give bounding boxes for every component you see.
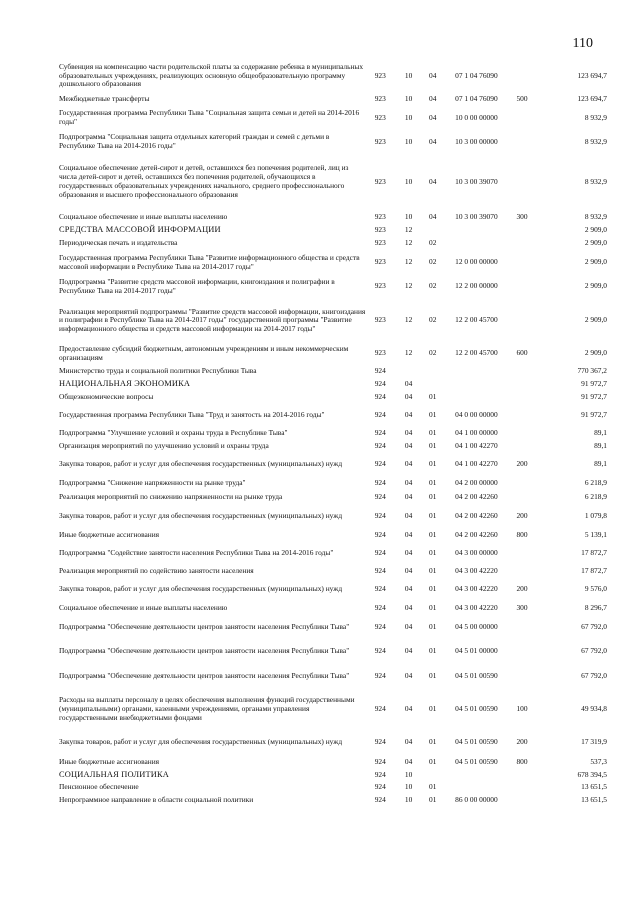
ministry-code-cell: 924 — [374, 622, 386, 632]
expense-type-code-cell: 200 — [516, 459, 528, 469]
section-code-cell: 10 — [404, 782, 413, 792]
expense-type-code-cell — [515, 477, 541, 491]
table-row — [58, 154, 608, 210]
ministry-code-cell: 923 — [374, 257, 386, 267]
target-article-code-cell: 10 3 00 39070 — [455, 176, 498, 186]
amount-cell: 770 367,2 — [577, 365, 607, 375]
subsection-code-cell: 01 — [429, 530, 437, 540]
amount-cell: 91 972,7 — [581, 410, 607, 420]
table-row — [58, 477, 608, 491]
expense-type-code-cell — [515, 224, 541, 237]
target-article-code-cell: 04 1 00 00000 — [455, 427, 498, 437]
expense-type-code-cell — [515, 391, 541, 405]
section-heading-row — [58, 224, 608, 237]
section-code-cell: 04 — [404, 584, 413, 594]
row-name-cell: Расходы на выплаты персоналу в целях обеспечения выполнения функций государственными (муниципальными) органами, казенными учреждениями, органами управления государственными внебюджетными фондами — [59, 695, 355, 722]
table-row — [58, 130, 608, 154]
table-row — [58, 237, 608, 251]
table-row — [58, 565, 608, 578]
section-code-cell: 12 — [404, 281, 413, 291]
amount-cell: 537,3 — [590, 756, 607, 766]
target-article-code-cell — [454, 224, 515, 237]
row-name-cell: Подпрограмма "Улучшение условий и охраны труда в Республике Тыва" — [59, 427, 288, 437]
section-code-cell: 04 — [404, 622, 413, 632]
ministry-code-cell: 924 — [374, 378, 386, 388]
subsection-code-cell: 01 — [429, 704, 437, 714]
amount-cell: 8 296,7 — [584, 603, 607, 613]
ministry-code-cell: 924 — [374, 769, 386, 779]
ministry-code-cell: 924 — [374, 737, 386, 747]
budget-table — [58, 60, 608, 807]
subsection-code-cell: 02 — [429, 257, 437, 267]
ministry-code-cell: 923 — [374, 93, 386, 103]
ministry-code-cell: 924 — [374, 440, 386, 450]
target-article-code-cell: 04 1 00 42270 — [455, 459, 498, 469]
subsection-code-cell: 01 — [429, 478, 437, 488]
table-row — [58, 251, 608, 275]
subsection-code-cell — [428, 769, 454, 782]
subsection-code-cell — [428, 224, 454, 237]
row-name-cell: Социальное обеспечение и иные выплаты населению — [59, 603, 228, 613]
ministry-code-cell: 924 — [374, 530, 386, 540]
ministry-code-cell: 923 — [374, 281, 386, 291]
expense-type-code-cell — [515, 543, 541, 565]
section-code-cell: 10 — [404, 795, 413, 805]
subsection-code-cell: 01 — [429, 459, 437, 469]
expense-type-code-cell — [515, 378, 541, 391]
target-article-code-cell — [454, 769, 515, 782]
expense-type-code-cell — [515, 640, 541, 664]
subsection-code-cell: 02 — [429, 281, 437, 291]
table-row — [58, 690, 608, 730]
amount-cell: 6 218,9 — [584, 492, 607, 502]
row-name-cell: Подпрограмма "Обеспечение деятельности центров занятости населения Республики Тыва" — [59, 646, 350, 656]
expense-type-code-cell: 800 — [516, 530, 528, 540]
expense-type-code-cell: 600 — [516, 348, 528, 358]
row-name-cell: Иные бюджетные ассигнования — [59, 530, 160, 540]
amount-cell: 67 792,0 — [581, 646, 607, 656]
target-article-code-cell: 04 1 00 42270 — [455, 440, 498, 450]
amount-cell: 8 932,9 — [584, 176, 607, 186]
target-article-code-cell: 04 5 01 00590 — [455, 671, 498, 681]
amount-cell: 2 909,0 — [584, 238, 607, 248]
expense-type-code-cell — [515, 405, 541, 427]
amount-cell: 9 576,0 — [584, 584, 607, 594]
subsection-code-cell: 02 — [429, 348, 437, 358]
target-article-code-cell: 04 2 00 00000 — [455, 478, 498, 488]
subsection-code-cell: 01 — [429, 795, 437, 805]
page-number: 110 — [572, 36, 593, 51]
section-code-cell: 10 — [404, 70, 413, 80]
table-row — [58, 275, 608, 299]
section-code-cell: 04 — [404, 548, 413, 558]
section-code-cell: 04 — [404, 427, 413, 437]
section-code-cell: 04 — [404, 440, 413, 450]
expense-type-code-cell — [515, 664, 541, 690]
section-code-cell: 10 — [404, 93, 413, 103]
table-row — [58, 106, 608, 130]
target-article-code-cell — [454, 391, 515, 405]
ministry-code-cell: 923 — [374, 238, 386, 248]
table-row — [58, 781, 608, 794]
amount-cell: 67 792,0 — [581, 671, 607, 681]
target-article-code-cell: 04 2 00 42260 — [455, 492, 498, 502]
ministry-code-cell: 923 — [374, 315, 386, 325]
amount-cell: 67 792,0 — [581, 622, 607, 632]
section-code-cell: 04 — [404, 492, 413, 502]
subsection-code-cell: 01 — [429, 565, 437, 575]
target-article-code-cell: 07 1 04 76090 — [455, 70, 498, 80]
ministry-code-cell: 923 — [374, 176, 386, 186]
row-name-cell: Предоставление субсидий бюджетным, автономным учреждениям и иным некоммерческим организациям — [59, 344, 349, 362]
table-row — [58, 92, 608, 106]
row-name-cell: НАЦИОНАЛЬНАЯ ЭКОНОМИКА — [59, 378, 191, 388]
row-name-cell: Реализация мероприятий подпрограммы "Развитие средств массовой информации, книгоиздания и полиграфии в Республике Тыва на 2014-2017 годы" государственной программы "Развитие информационного общества и средств массовой информации на 2014-2017 годы" — [59, 306, 366, 334]
expense-type-code-cell — [515, 491, 541, 505]
table-row — [58, 210, 608, 224]
table-row — [58, 365, 608, 378]
row-name-cell: Межбюджетные трансферты — [59, 93, 150, 103]
table-row — [58, 440, 608, 453]
row-name-cell: Пенсионное обеспечение — [59, 782, 139, 792]
amount-cell: 91 972,7 — [581, 378, 607, 388]
subsection-code-cell — [428, 365, 454, 378]
row-name-cell: Субвенция на компенсацию части родительской платы за содержание ребенка в муниципальных образовательных учреждениях, реализующих основную общеобразовательную программу дошкольного образования — [59, 61, 364, 89]
expense-type-code-cell — [515, 154, 541, 210]
row-name-cell: Организация мероприятий по улучшению условий и охраны труда — [59, 440, 269, 450]
ministry-code-cell: 924 — [374, 492, 386, 502]
section-heading-row — [58, 378, 608, 391]
row-name-cell: Министерство труда и социальной политики Республики Тыва — [59, 365, 257, 375]
section-code-cell: 04 — [404, 511, 413, 521]
table-row — [58, 505, 608, 529]
table-row — [58, 343, 608, 365]
amount-cell: 17 872,7 — [581, 548, 607, 558]
subsection-code-cell: 01 — [429, 622, 437, 632]
section-code-cell: 04 — [404, 565, 413, 575]
target-article-code-cell: 86 0 00 00000 — [455, 795, 498, 805]
section-code-cell: 04 — [404, 646, 413, 656]
expense-type-code-cell — [515, 106, 541, 130]
section-code-cell: 04 — [404, 603, 413, 613]
ministry-code-cell: 924 — [374, 459, 386, 469]
ministry-code-cell: 924 — [374, 410, 386, 420]
target-article-code-cell: 04 5 00 00000 — [455, 622, 498, 632]
subsection-code-cell: 01 — [429, 427, 437, 437]
subsection-code-cell: 02 — [429, 238, 437, 248]
target-article-code-cell: 10 0 00 00000 — [455, 112, 498, 122]
subsection-code-cell: 01 — [429, 737, 437, 747]
section-code-cell: 10 — [404, 176, 413, 186]
section-code-cell: 04 — [404, 737, 413, 747]
expense-type-code-cell — [515, 565, 541, 578]
expense-type-code-cell — [515, 440, 541, 453]
ministry-code-cell: 924 — [374, 603, 386, 613]
ministry-code-cell: 924 — [374, 565, 386, 575]
expense-type-code-cell: 500 — [516, 93, 528, 103]
table-row — [58, 543, 608, 565]
table-row — [58, 391, 608, 405]
row-name-cell: Общеэкономические вопросы — [59, 392, 154, 402]
amount-cell: 2 909,0 — [584, 315, 607, 325]
amount-cell: 2 909,0 — [584, 225, 607, 234]
expense-type-code-cell — [515, 60, 541, 92]
table-row — [58, 640, 608, 664]
ministry-code-cell: 924 — [374, 427, 386, 437]
subsection-code-cell: 01 — [429, 671, 437, 681]
expense-type-code-cell — [515, 781, 541, 794]
section-code-cell: 04 — [404, 459, 413, 469]
ministry-code-cell: 923 — [374, 136, 386, 146]
expense-type-code-cell — [515, 616, 541, 640]
row-name-cell: СРЕДСТВА МАССОВОЙ ИНФОРМАЦИИ — [59, 225, 221, 234]
table-row — [58, 616, 608, 640]
subsection-code-cell: 01 — [429, 410, 437, 420]
row-name-cell: Подпрограмма "Развитие средств массовой информации, книгоиздания и полиграфии в Республике Тыва на 2014-2017 годы" — [59, 277, 335, 295]
section-code-cell: 04 — [404, 410, 413, 420]
section-code-cell: 04 — [404, 530, 413, 540]
table-row — [58, 405, 608, 427]
row-name-cell: Непрограммное направление в области социальной политики — [59, 795, 254, 805]
ministry-code-cell: 924 — [374, 704, 386, 714]
subsection-code-cell: 01 — [429, 603, 437, 613]
amount-cell: 2 909,0 — [584, 257, 607, 267]
subsection-code-cell: 01 — [429, 756, 437, 766]
amount-cell: 89,1 — [594, 427, 607, 437]
subsection-code-cell: 01 — [429, 492, 437, 502]
target-article-code-cell: 07 1 04 76090 — [455, 93, 498, 103]
ministry-code-cell: 924 — [374, 671, 386, 681]
row-name-cell: Реализация мероприятий по снижению напряженности на рынке труда — [59, 492, 283, 502]
subsection-code-cell: 02 — [429, 315, 437, 325]
subsection-code-cell — [428, 378, 454, 391]
ministry-code-cell: 924 — [374, 392, 386, 402]
section-code-cell: 04 — [404, 756, 413, 766]
section-code-cell: 04 — [404, 671, 413, 681]
section-code-cell: 12 — [404, 225, 413, 234]
section-code-cell: 10 — [404, 112, 413, 122]
subsection-code-cell: 01 — [429, 548, 437, 558]
expense-type-code-cell: 300 — [516, 211, 528, 221]
target-article-code-cell: 04 2 00 42260 — [455, 530, 498, 540]
row-name-cell: Социальное обеспечение и иные выплаты населению — [59, 211, 228, 221]
expense-type-code-cell: 200 — [516, 511, 528, 521]
row-name-cell: Подпрограмма "Обеспечение деятельности центров занятости населения Республики Тыва" — [59, 671, 350, 681]
subsection-code-cell: 01 — [429, 511, 437, 521]
amount-cell: 678 394,5 — [577, 769, 607, 779]
target-article-code-cell: 04 3 00 00000 — [455, 548, 498, 558]
expense-type-code-cell — [515, 427, 541, 440]
ministry-code-cell: 924 — [374, 646, 386, 656]
ministry-code-cell: 923 — [374, 348, 386, 358]
section-code-cell: 12 — [404, 257, 413, 267]
subsection-code-cell: 04 — [429, 211, 437, 221]
row-name-cell: СОЦИАЛЬНАЯ ПОЛИТИКА — [59, 769, 170, 779]
expense-type-code-cell — [515, 365, 541, 378]
target-article-code-cell: 04 5 01 00590 — [455, 704, 498, 714]
target-article-code-cell: 10 3 00 39070 — [455, 211, 498, 221]
expense-type-code-cell: 200 — [516, 737, 528, 747]
table-row — [58, 453, 608, 477]
section-code-cell: 04 — [404, 478, 413, 488]
section-code-cell: 12 — [404, 238, 413, 248]
expense-type-code-cell: 800 — [516, 756, 528, 766]
subsection-code-cell: 01 — [429, 782, 437, 792]
row-name-cell: Государственная программа Республики Тыва "Труд и занятость на 2014-2016 годы" — [59, 410, 325, 420]
row-name-cell: Реализация мероприятий по содействию занятости населения — [59, 565, 254, 575]
subsection-code-cell: 04 — [429, 136, 437, 146]
target-article-code-cell: 10 3 00 00000 — [455, 136, 498, 146]
target-article-code-cell: 04 0 00 00000 — [455, 410, 498, 420]
target-article-code-cell: 04 5 01 00590 — [455, 737, 498, 747]
target-article-code-cell: 04 5 01 00590 — [455, 756, 498, 766]
ministry-code-cell: 923 — [374, 225, 386, 234]
table-row — [58, 299, 608, 343]
row-name-cell: Закупка товаров, работ и услуг для обеспечения государственных (муниципальных) нужд — [59, 737, 343, 747]
ministry-code-cell: 924 — [374, 782, 386, 792]
expense-type-code-cell — [515, 794, 541, 807]
expense-type-code-cell — [515, 251, 541, 275]
amount-cell: 2 909,0 — [584, 348, 607, 358]
row-name-cell: Закупка товаров, работ и услуг для обеспечения государственных (муниципальных) нужд — [59, 511, 343, 521]
target-article-code-cell — [454, 781, 515, 794]
amount-cell: 91 972,7 — [581, 392, 607, 402]
ministry-code-cell: 923 — [374, 112, 386, 122]
subsection-code-cell: 01 — [429, 584, 437, 594]
table-row — [58, 578, 608, 602]
amount-cell: 1 079,8 — [584, 511, 607, 521]
row-name-cell: Подпрограмма "Социальная защита отдельных категорий граждан и семей с детьми в Республике Тыва на 2014-2016 годы" — [59, 132, 330, 150]
expense-type-code-cell — [515, 237, 541, 251]
subsection-code-cell: 04 — [429, 93, 437, 103]
ministry-code-cell: 924 — [374, 584, 386, 594]
amount-cell: 13 651,5 — [581, 782, 607, 792]
row-name-cell: Иные бюджетные ассигнования — [59, 756, 160, 766]
expense-type-code-cell — [515, 769, 541, 782]
amount-cell: 8 932,9 — [584, 136, 607, 146]
table-row — [58, 427, 608, 440]
target-article-code-cell: 12 0 00 00000 — [455, 257, 498, 267]
section-code-cell: 12 — [404, 315, 413, 325]
table-row — [58, 529, 608, 543]
ministry-code-cell: 924 — [374, 756, 386, 766]
section-code-cell: 10 — [404, 136, 413, 146]
row-name-cell: Государственная программа Республики Тыва "Развитие информационного общества и средств массовой информации в Республике Тыва на 2014-2017 годы" — [59, 253, 360, 271]
expense-type-code-cell — [515, 130, 541, 154]
target-article-code-cell: 12 2 00 00000 — [455, 281, 498, 291]
ministry-code-cell: 923 — [374, 211, 386, 221]
row-name-cell: Подпрограмма "Содействие занятости населения Республики Тыва на 2014-2016 годы" — [59, 548, 334, 558]
table-row — [58, 756, 608, 769]
amount-cell: 49 934,8 — [581, 704, 607, 714]
table-row — [58, 794, 608, 807]
expense-type-code-cell — [515, 275, 541, 299]
amount-cell: 17 319,9 — [581, 737, 607, 747]
section-code-cell: 04 — [404, 378, 413, 388]
subsection-code-cell: 01 — [429, 392, 437, 402]
amount-cell: 5 139,1 — [584, 530, 607, 540]
target-article-code-cell: 04 3 00 42220 — [455, 584, 498, 594]
row-name-cell: Подпрограмма "Обеспечение деятельности центров занятости населения Республики Тыва" — [59, 622, 350, 632]
target-article-code-cell: 04 3 00 42220 — [455, 603, 498, 613]
section-code-cell: 10 — [404, 769, 413, 779]
amount-cell: 89,1 — [594, 459, 607, 469]
row-name-cell: Подпрограмма "Снижение напряженности на рынке труда" — [59, 478, 246, 488]
subsection-code-cell: 04 — [429, 112, 437, 122]
expense-type-code-cell — [515, 299, 541, 343]
subsection-code-cell: 04 — [429, 70, 437, 80]
section-heading-row — [58, 769, 608, 782]
ministry-code-cell: 924 — [374, 548, 386, 558]
subsection-code-cell: 04 — [429, 176, 437, 186]
expense-type-code-cell: 200 — [516, 584, 528, 594]
target-article-code-cell: 12 2 00 45700 — [455, 315, 498, 325]
target-article-code-cell — [454, 378, 515, 391]
ministry-code-cell: 924 — [374, 511, 386, 521]
target-article-code-cell: 04 2 00 42260 — [455, 511, 498, 521]
ministry-code-cell: 924 — [374, 365, 386, 375]
amount-cell: 8 932,9 — [584, 112, 607, 122]
section-code-cell: 10 — [404, 211, 413, 221]
ministry-code-cell: 923 — [374, 70, 386, 80]
subsection-code-cell: 01 — [429, 440, 437, 450]
target-article-code-cell — [454, 365, 515, 378]
table-row — [58, 664, 608, 690]
amount-cell: 6 218,9 — [584, 478, 607, 488]
row-name-cell: Государственная программа Республики Тыва "Социальная защита семьи и детей на 2014-2016 годы" — [59, 108, 360, 126]
section-code-cell: 04 — [404, 392, 413, 402]
amount-cell: 13 651,5 — [581, 795, 607, 805]
expense-type-code-cell: 300 — [516, 603, 528, 613]
subsection-code-cell: 01 — [429, 646, 437, 656]
row-name-cell: Социальное обеспечение детей-сирот и детей, оставшихся без попечения родителей, лиц из числа детей-сирот и детей, оставшихся без попечения родителей, обучающихся в государственных образовательных учреждениях начального, среднего профессионального образования и высшего профессионального образования — [59, 163, 349, 199]
ministry-code-cell: 924 — [374, 478, 386, 488]
amount-cell: 2 909,0 — [584, 281, 607, 291]
section-code-cell: 04 — [404, 704, 413, 714]
target-article-code-cell: 04 5 01 00000 — [455, 646, 498, 656]
table-row — [58, 491, 608, 505]
target-article-code-cell — [454, 237, 515, 251]
amount-cell: 123 694,7 — [577, 93, 607, 103]
amount-cell: 89,1 — [594, 440, 607, 450]
row-name-cell: Периодическая печать и издательства — [59, 238, 178, 248]
section-code-cell: 12 — [404, 348, 413, 358]
target-article-code-cell: 12 2 00 45700 — [455, 348, 498, 358]
table-body — [58, 60, 608, 807]
amount-cell: 123 694,7 — [577, 70, 607, 80]
table-row — [58, 60, 608, 92]
amount-cell: 17 872,7 — [581, 565, 607, 575]
section-code-cell — [404, 365, 428, 378]
table-row — [58, 602, 608, 616]
table-row — [58, 730, 608, 756]
ministry-code-cell: 924 — [374, 795, 386, 805]
expense-type-code-cell: 100 — [516, 704, 528, 714]
amount-cell: 8 932,9 — [584, 211, 607, 221]
row-name-cell: Закупка товаров, работ и услуг для обеспечения государственных (муниципальных) нужд — [59, 459, 343, 469]
target-article-code-cell: 04 3 00 42220 — [455, 565, 498, 575]
row-name-cell: Закупка товаров, работ и услуг для обеспечения государственных (муниципальных) нужд — [59, 584, 343, 594]
